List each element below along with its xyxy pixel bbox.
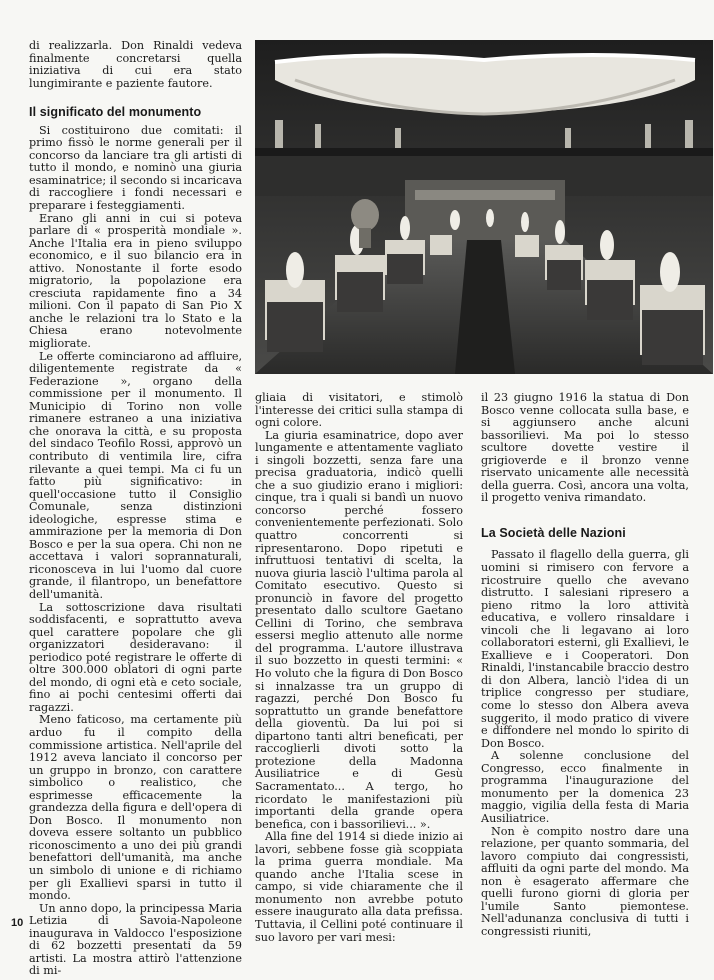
paragraph: La giuria esaminatrice, dopo aver lungamente e attentamente vagliato i singoli bozzetti, senza fare una precisa graduatoria, indicò quelli che a suo giudizio erano i migliori: cinque, tra i quali si bandì un nuovo concorso perché fossero convenientemente perfezionati. Solo quattro concorrenti si ripresentarono. Dopo ripetuti e infruttuosi tentativi di scelta, la nuova giuria lasciò l'ultima parola al Comitato esecutivo. Questo si pronunciò in favore del progetto presentato dallo scultore Gaetano Cellini di Torino, che sembrava essersi meglio attenuto alle norme del programma. L'autore illustrava il suo bozzetto in questi termini: « Ho voluto che la figura di Don Bosco si innalzasse tra un gruppo di ragazzi, perché Don Bosco fu soprattutto un grande benefattore della gioventù. Da lui poi si dipartono tanti altri beneficati, per raccoglierli divoti sotto la protezione della Madonna Ausiliatrice e di Gesù Sacramentato... A tergo, ho ricordato le manifestazioni più importanti della grande opera benefica, con i bassorilievi... ». — [255, 428, 463, 831]
paragraph: Si costituirono due comitati: il primo fissò le norme generali per il concorso da lanciare tra gli artisti di tutto il mondo, e nominò una giuria esaminatrice; il secondo si incaricava di raccogliere i fondi necessari e preparare i festeggiamenti. — [29, 123, 242, 213]
column-right — [481, 392, 689, 938]
paragraph: Erano gli anni in cui si poteva parlare di « prosperità mondiale ». Anche l'Italia era in pieno sviluppo economico, e il suo bilancio era in attivo. Nonostante il forte esodo migratorio, la popolazione era cresciuta rapidamente fino a 34 milioni. Con il papato di San Pio X anche le relazioni tra lo Stato e la Chiesa erano notevolmente migliorate. — [29, 211, 242, 351]
exhibition-hall-illustration — [255, 40, 713, 374]
exhibition-hall-photo — [255, 40, 713, 374]
paragraph: Un anno dopo, la principessa Maria Letizia di Savoia-Napoleone inaugurava in Valdocco l'esposizione di 62 bozzetti presentati da 59 artisti. La mostra attirò l'attenzione di mi- — [29, 901, 242, 978]
paragraph: La sottoscrizione dava risultati soddisfacenti, e soprattutto aveva quel carattere popolare che gli organizzatori desideravano: il periodico poté registrare le offerte di oltre 300.000 oblatori di ogni parte del mondo, di ogni età e ceto sociale, fino ai pochi centesimi offerti dai ragazzi. — [29, 600, 242, 714]
column-left — [29, 40, 242, 978]
section-heading: Il significato del monumento — [29, 105, 202, 120]
paragraph: Meno faticoso, ma certamente più arduo fu il compito della commissione artistica. Nell'aprile del 1912 aveva lanciato il concorso per un gruppo in bronzo, con carattere simbolico o realistico, che esprimesse efficacemente la grandezza della figura e dell'opera di Don Bosco. Il monumento non doveva essere soltanto un pubblico riconoscimento a uno dei più grandi benefattori dell'umanità, ma anche un simbolo di unione e di richiamo per gli Exallievi sparsi in tutto il mondo. — [29, 713, 242, 903]
paragraph: gliaia di visitatori, e stimolò l'interesse dei critici sulla stampa di ogni colore. — [255, 391, 463, 430]
paragraph: il 23 giugno 1916 la statua di Don Bosco venne collocata sulla base, e si aggiunsero anche alcuni bassorilievi. Ma poi lo stesso scultore dovette vestire il grigioverde e il bronzo venne riservato unicamente alle necessità della guerra. Così, ancora una volta, il progetto veniva rimandato. — [481, 391, 689, 505]
paragraph: Non è compito nostro dare una relazione, per quanto sommaria, del lavoro compiuto dai congressisti, affluiti da ogni parte del mondo. Ma non è esagerato affermare che quelli furono giorni di gloria per l'umile Santo piemontese. Nell'adunanza conclusiva di tutti i congressisti riuniti, — [481, 824, 689, 938]
paragraph: Le offerte cominciarono ad affluire, diligentemente registrate da « Federazione », organo della commissione per il monumento. Il Municipio di Torino non volle rimanere estraneo a una iniziativa che onorava la città, e su proposta del sindaco Teofilo Rossi, approvò un contributo di ventimila lire, cifra rilevante a quei tempi. Ma ci fu un fatto più significativo: in quell'occasione tutto il Consiglio Comunale, senza distinzioni ideologiche, espresse stima e ammirazione per la memoria di Don Bosco e per la sua opera. Chi non ne accettava i valori soprannaturali, riconosceva in lui l'uomo dal cuore grande, il filantropo, un benefattore dell'umanità. — [29, 349, 242, 601]
paragraph: Passato il flagello della guerra, gli uomini si rimisero con fervore a ricostruire quello che avevano distrutto. I salesiani ripresero a pieno ritmo la loro attività educativa, e vollero rinsaldare i vincoli che li legavano ai loro collaboratori esterni, gli Exallievi, le Exallieve e i Cooperatori. Don Rinaldi, l'instancabile braccio destro di don Albera, lanciò l'idea di un triplice congresso per studiare, come lo stesso don Albera aveva suggerito, il modo pratico di vivere e diffondere nel mondo lo spirito di Don Bosco. — [481, 548, 689, 750]
page-number: 10 — [11, 917, 24, 929]
paragraph: di realizzarla. Don Rinaldi vedeva finalmente concretarsi quella iniziativa di cui era stato lungimirante e paziente fautore. — [29, 39, 242, 90]
section-heading: La Società delle Nazioni — [481, 525, 626, 540]
paragraph: Alla fine del 1914 si diede inizio ai lavori, sebbene fosse già scoppiata la prima guerra mondiale. Ma quando anche l'Italia scese in campo, si vide chiaramente che il monumento non avrebbe potuto essere inaugurato alla data prefissa. Tuttavia, il Cellini poté continuare il suo lavoro per vari mesi: — [255, 830, 463, 944]
paragraph: A solenne conclusione del Congresso, ecco finalmente in programma l'inaugurazione del monumento per la domenica 23 maggio, vigilia della festa di Maria Ausiliatrice. — [481, 749, 689, 825]
column-middle — [255, 392, 463, 944]
